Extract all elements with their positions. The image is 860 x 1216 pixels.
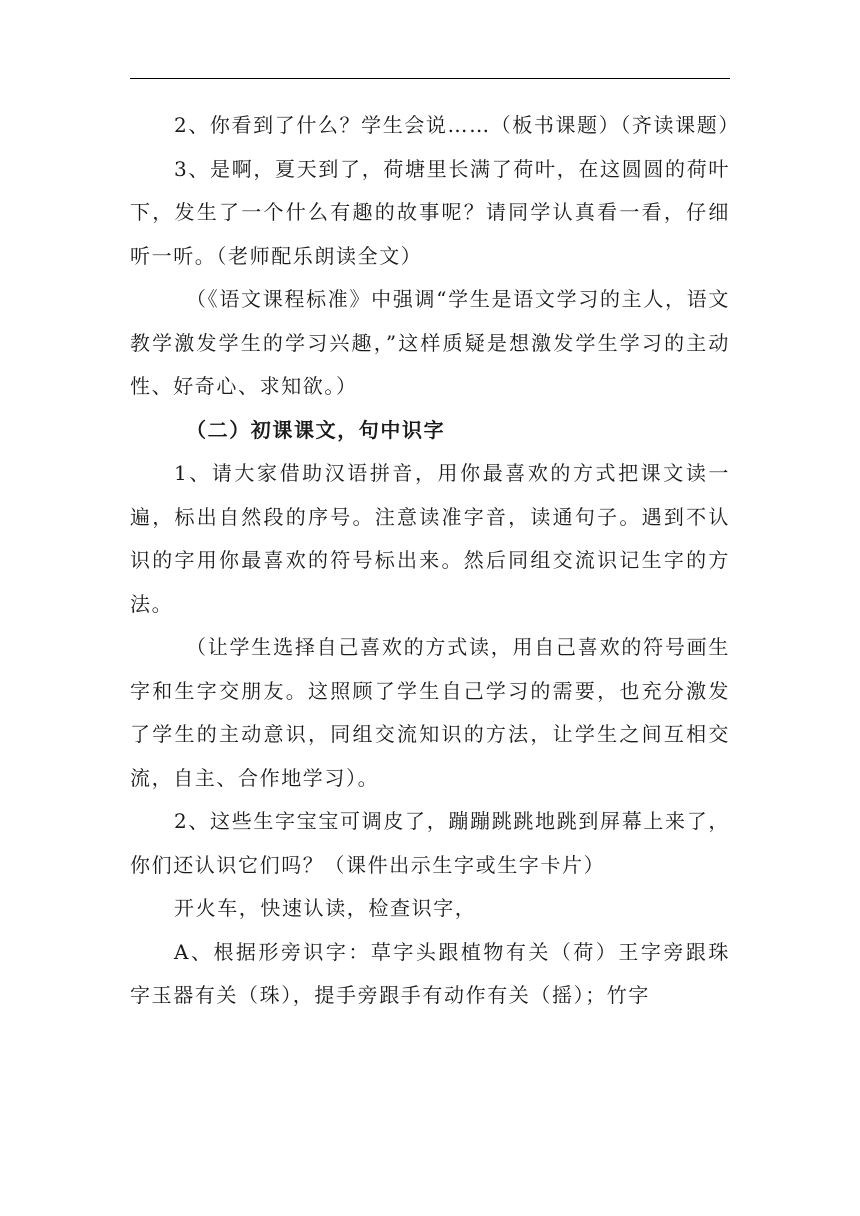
header-rule	[130, 78, 730, 79]
paragraph-6: A、根据形旁识字：草字头跟植物有关（荷）王字旁跟珠字玉器有关（珠），提手旁跟手有动作有关（摇）；竹字	[130, 939, 730, 1007]
document-body	[130, 104, 740, 1018]
paragraph-2: 3、是啊，夏天到了，荷塘里长满了荷叶，在这圆圆的荷叶下，发生了一个什么有趣的故事呢？请同学认真看一看，仔细听一听。（老师配乐朗读全文）	[130, 156, 730, 268]
section-heading: （二）初课课文，句中识字	[186, 417, 446, 442]
paragraph-3: 1、请大家借助汉语拼音，用你最喜欢的方式把课文读一遍，标出自然段的序号。注意读准字音，读通句子。遇到不认识的字用你最喜欢的符号标出来。然后同组交流识记生字的方法。	[130, 461, 730, 616]
paragraph-1: 2、你看到了什么？学生会说……（板书课题）（齐读课题）	[174, 113, 740, 137]
paragraph-5: 开火车，快速认读，检查识字，	[174, 896, 477, 920]
note-paragraph-2: （让学生选择自己喜欢的方式读，用自己喜欢的符号画生字和生字交朋友。这照顾了学生自己学习的需要，也充分激发了学生的主动意识，同组交流知识的方法，让学生之间互相交流，自主、合作地学习）。	[130, 635, 730, 790]
note-paragraph-1: （《语文课程标准》中强调“学生是语文学习的主人，语文教学激发学生的学习兴趣，”这样质疑是想激发学生学习的主动性、好奇心、求知欲。）	[130, 287, 730, 398]
paragraph-4: 2、这些生字宝宝可调皮了，蹦蹦跳跳地跳到屏幕上来了，你们还认识它们吗？（课件出示生字或生字卡片）	[130, 809, 730, 877]
